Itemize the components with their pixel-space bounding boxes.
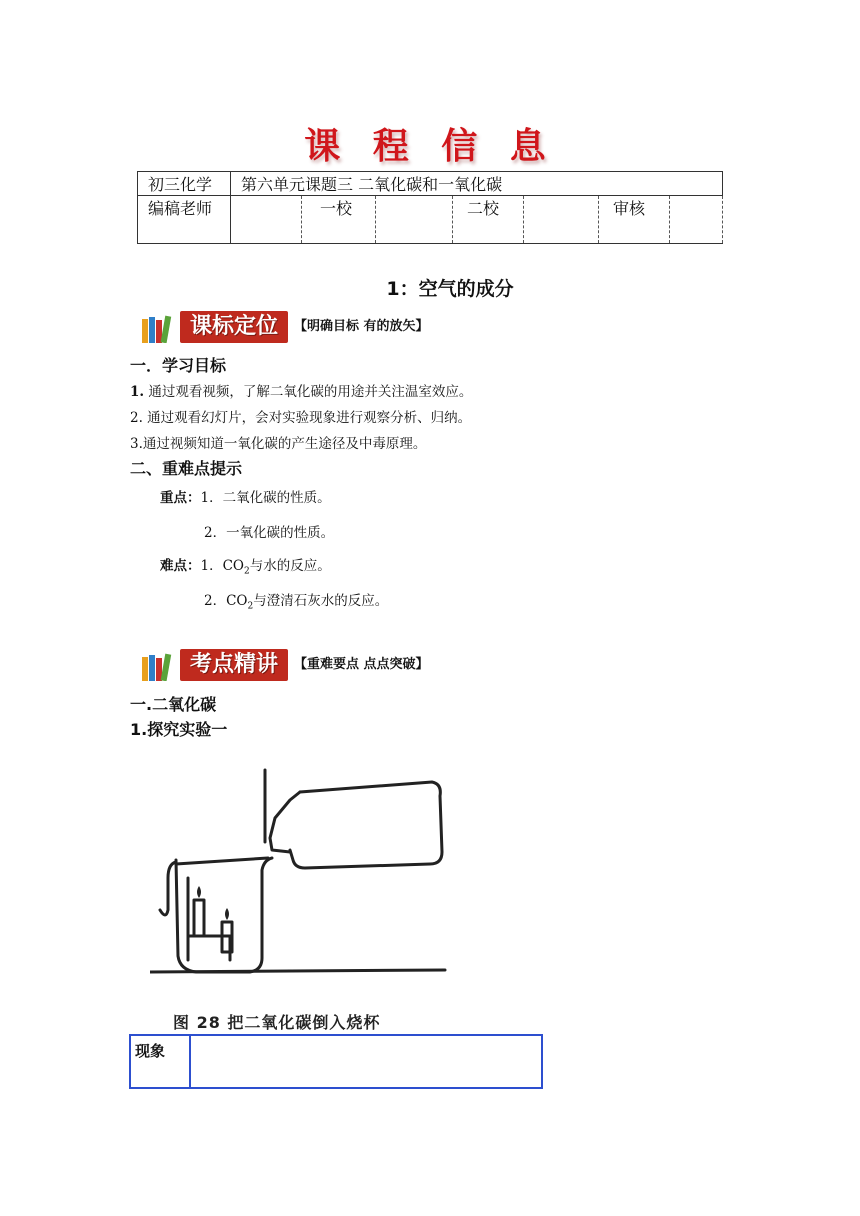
review-value	[670, 196, 723, 244]
school1-label: 一校	[302, 196, 376, 244]
editor-label: 编稿老师	[138, 196, 231, 244]
section-subtitle: 【重难要点 点点突破】	[294, 657, 429, 672]
objective-item: 2. 通过观看幻灯片，会对实验现象进行观察分析、归纳。	[130, 410, 472, 426]
section-banner-curriculum	[140, 311, 460, 345]
books-icon	[140, 315, 178, 343]
school1-value	[376, 196, 453, 244]
objectives-heading: 一．学习目标	[130, 356, 227, 375]
difficult-point-item: 难点：1．$CO_2$与水的反应。	[160, 558, 331, 577]
key-point-item: 2．一氧化碳的性质。	[204, 525, 335, 541]
topic-cell: 第六单元课题三 二氧化碳和一氧化碳	[231, 172, 723, 196]
figure-caption: 图 28 把二氧化碳倒入烧杯	[173, 1013, 381, 1032]
co2-heading: 一.二氧化碳	[130, 695, 217, 714]
school2-value	[524, 196, 599, 244]
observation-answer-cell[interactable]	[190, 1035, 542, 1088]
observation-label: 现象	[130, 1035, 190, 1088]
section-badge: 考点精讲	[180, 649, 288, 681]
experiment-heading: 1.探究实验一	[130, 720, 228, 739]
keypoints-heading: 二、重难点提示	[130, 459, 243, 478]
editor-value	[231, 196, 302, 244]
review-label: 审核	[599, 196, 670, 244]
course-info-table	[137, 171, 723, 244]
course-info-title: 课 程 信 息	[304, 126, 556, 167]
experiment-illustration	[150, 760, 450, 985]
lesson-title: 1：空气的成分	[386, 278, 514, 300]
key-point-item: 重点：1．二氧化碳的性质。	[160, 490, 331, 506]
section-banner-exam-points	[140, 649, 460, 683]
section-badge: 课标定位	[180, 311, 288, 343]
objective-item: 3.通过视频知道一氧化碳的产生途径及中毒原理。	[130, 436, 427, 452]
section-subtitle: 【明确目标 有的放矢】	[294, 319, 429, 334]
objective-item: 1. 通过观看视频，了解二氧化碳的用途并关注温室效应。	[130, 384, 473, 400]
books-icon	[140, 653, 178, 681]
subject-cell: 初三化学	[138, 172, 231, 196]
school2-label: 二校	[453, 196, 524, 244]
difficult-point-item: 2．$CO_2$与澄清石灰水的反应。	[204, 593, 389, 612]
observation-table	[129, 1034, 543, 1089]
